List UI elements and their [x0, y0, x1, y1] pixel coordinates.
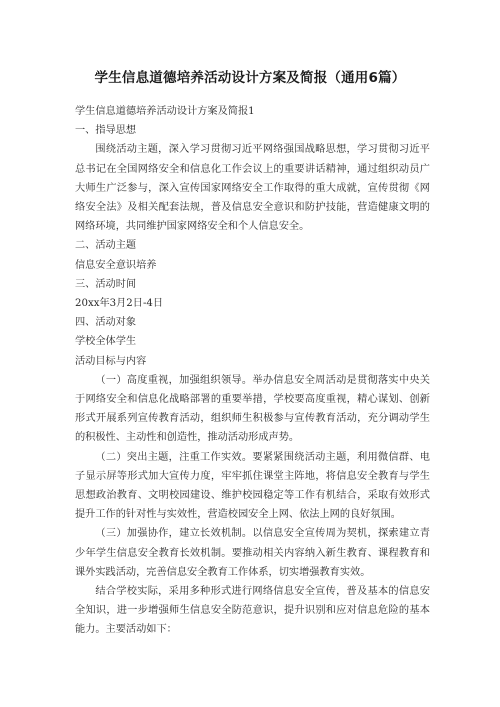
paragraph-guiding-ideology: 围绕活动主题，深入学习贯彻习近平网络强国战略思想，学习贯彻习近平总书记在全国网络安全和信息化工作会议上的重要讲话精神，通过组织动员广大师生广泛参与，深入宣传国家网络安全工作取得的重大成就，宣传贯彻《网络安全法》及相关配套法规，普及信息安全意识和防护技能，营造健康文明的网络环境，共同维护国家网络安全和个人信息安全。 [75, 144, 430, 233]
paragraph-closing: 结合学校实际，采用多种形式进行网络信息安全宣传，普及基本的信息安全知识，进一步增强师生信息安全防范意识，提升识别和应对信息危险的基本能力。主要活动如下： [75, 586, 430, 636]
paragraph-goal-2: （二）突出主题，注重工作实效。要紧紧围绕活动主题，利用微信群、电子显示屏等形式加大宣传力度，牢牢抓住课堂主阵地，将信息安全教育与学生思想政治教育、文明校园建设、维护校园稳定等工作有机结合，采取有效形式提升工作的针对性与实效性，营造校园安全上网、依法上网的良好氛围。 [75, 451, 430, 521]
paragraph-goal-3: （三）加强协作，建立长效机制。以信息安全宣传周为契机，探索建立青少年学生信息安全教育长效机制。要推动相关内容纳入新生教育、课程教育和课外实践活动，完善信息安全教育工作体系，切实增强教育实效。 [75, 528, 430, 578]
section-heading-theme: 二、活动主题 [75, 240, 137, 252]
section-heading-goals: 活动目标与内容 [75, 355, 147, 367]
document-title: 学生信息道德培养活动设计方案及简报（通用6篇） [94, 70, 406, 86]
paragraph-audience: 学校全体学生 [75, 336, 137, 348]
section-heading-time: 三、活动时间 [75, 278, 137, 290]
section-heading-guiding-ideology: 一、指导思想 [75, 125, 137, 137]
section-heading-audience: 四、活动对象 [75, 317, 137, 329]
document-body [75, 102, 430, 640]
document-subtitle: 学生信息道德培养活动设计方案及简报1 [75, 106, 255, 117]
paragraph-theme: 信息安全意识培养 [75, 259, 157, 271]
paragraph-goal-1: （一）高度重视，加强组织领导。举办信息安全周活动是贯彻落实中央关于网络安全和信息化战略部署的重要举措，学校要高度重视，精心谋划、创新形式开展系列宣传教育活动，组织师生积极参与宣传教育活动，充分调动学生的积极性、主动性和创造性，推动活动形成声势。 [75, 374, 430, 444]
paragraph-time: 20xx年3月2日-4日 [75, 298, 164, 310]
